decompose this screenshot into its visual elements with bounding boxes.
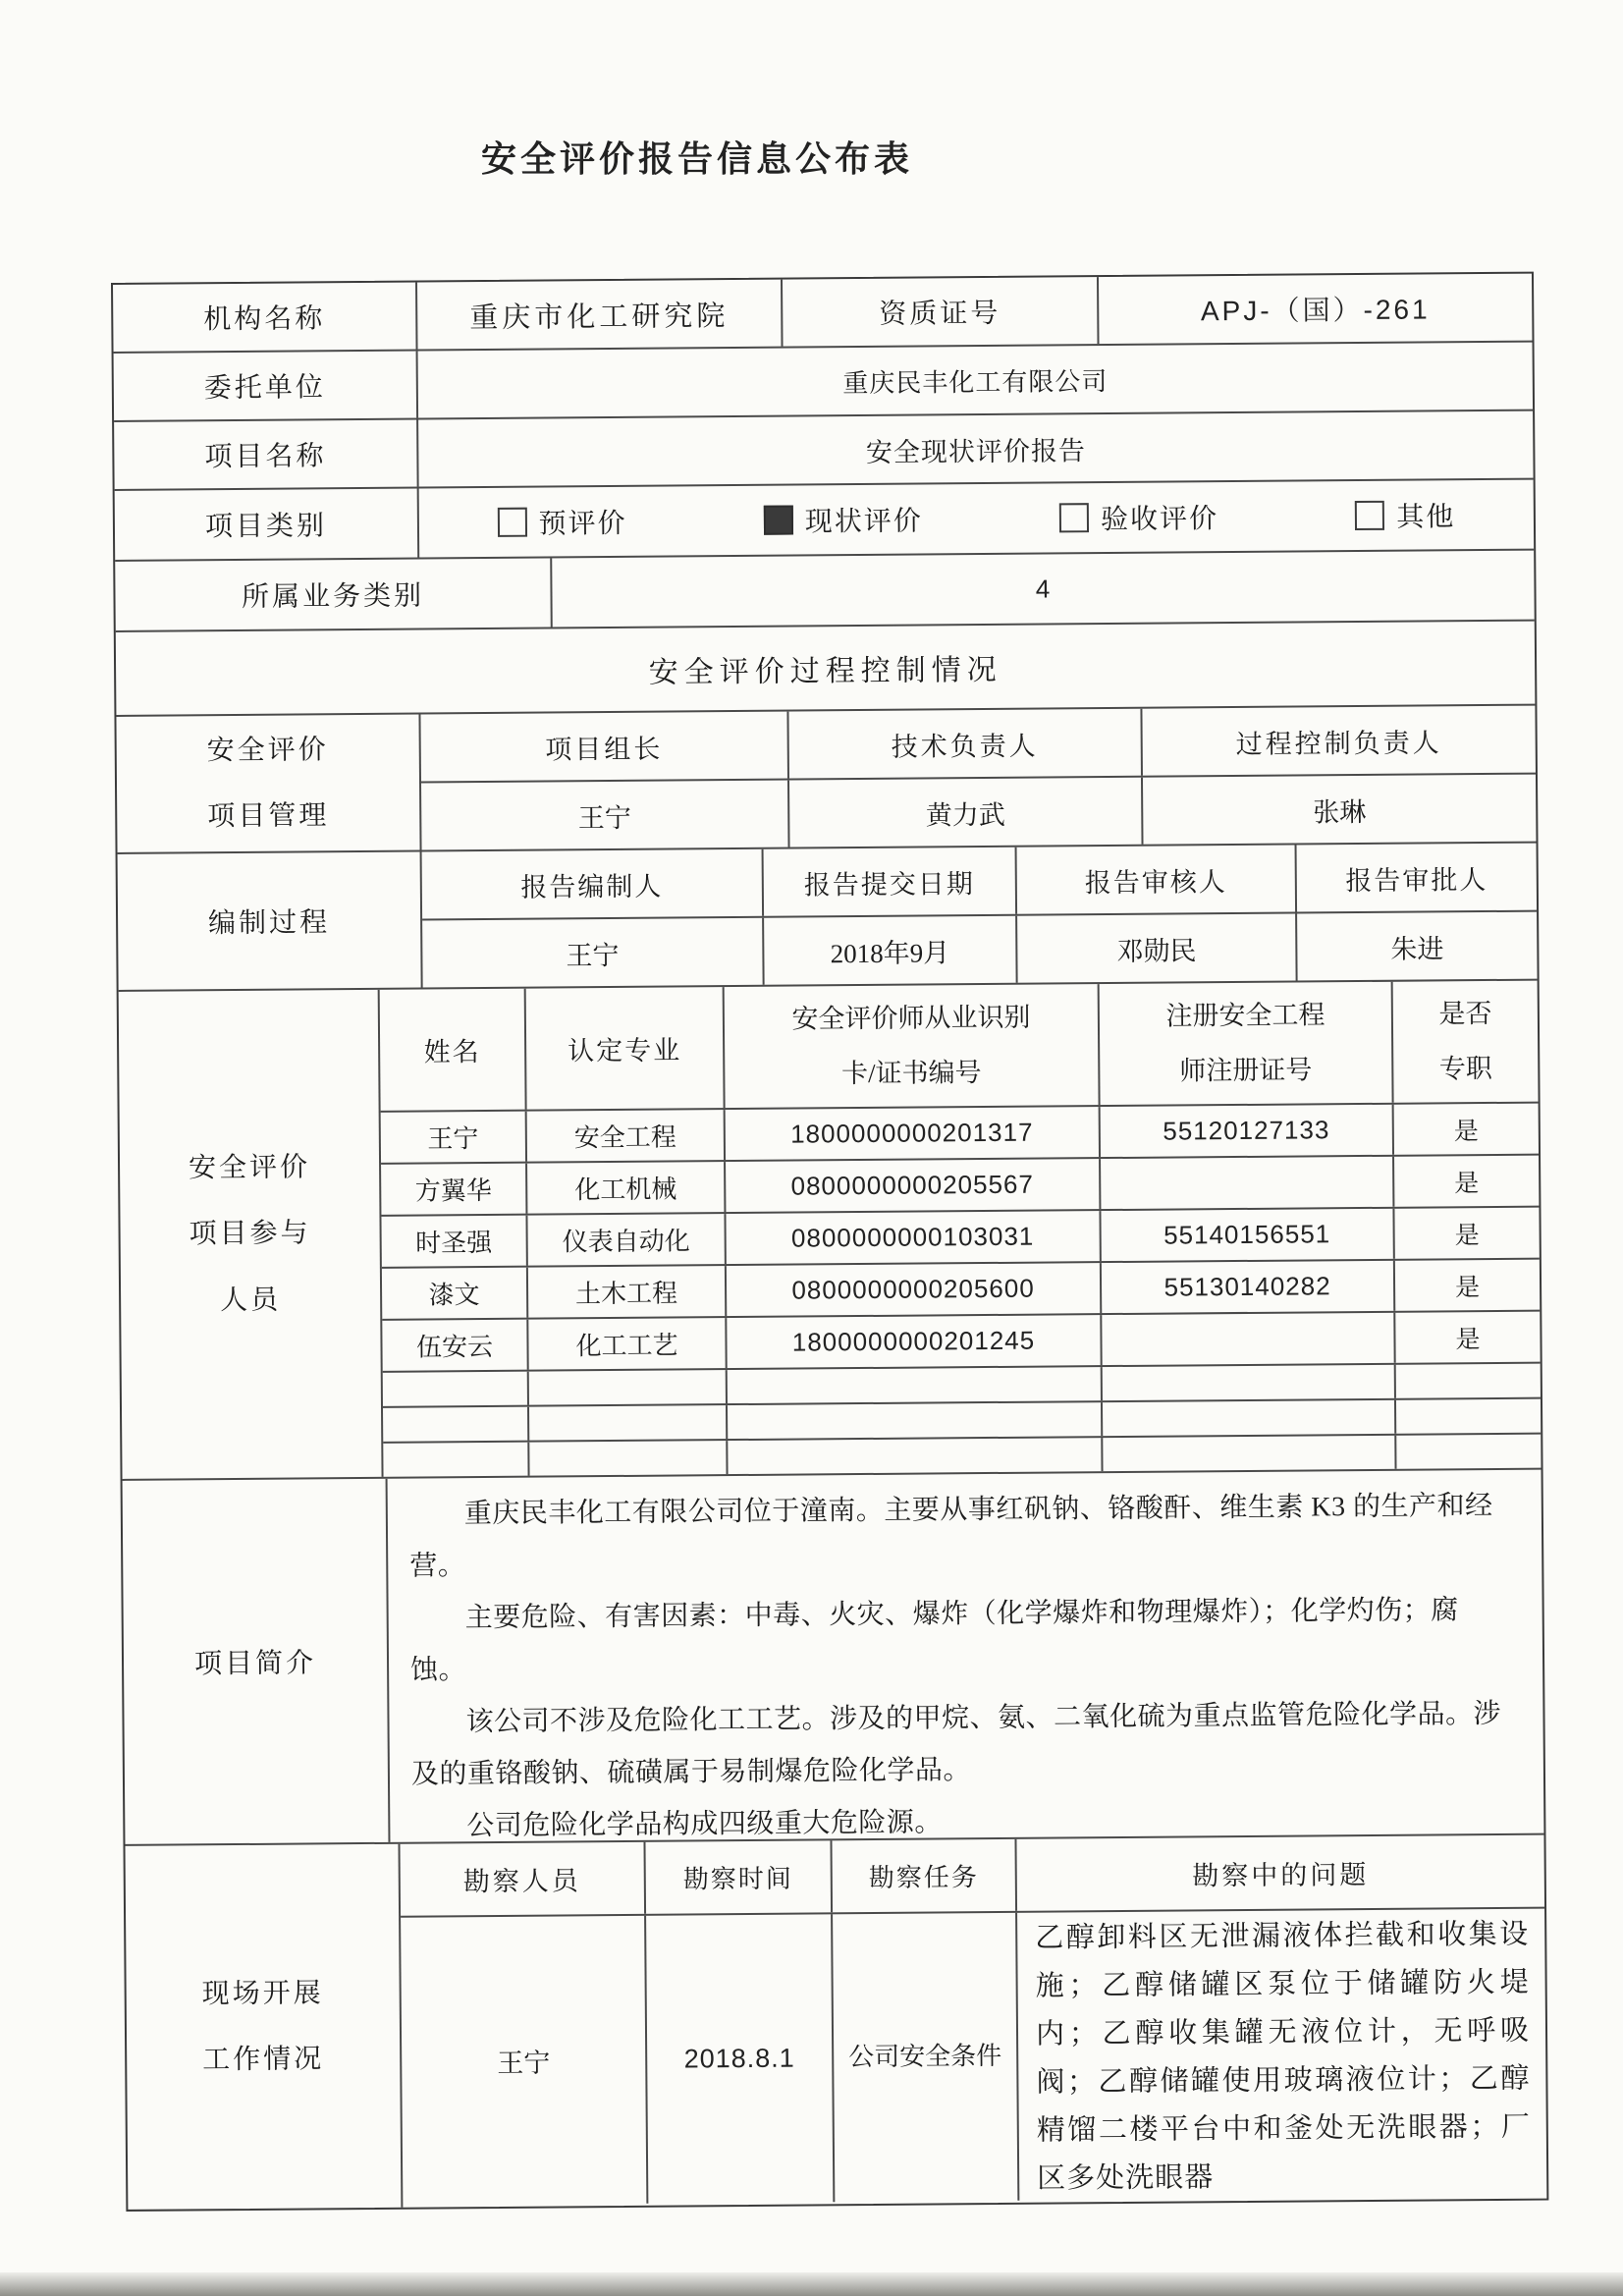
category-option-current xyxy=(764,500,923,540)
survey-task-header: 勘察任务 xyxy=(832,1839,1017,1912)
business-category-label: 所属业务类别 xyxy=(115,558,553,629)
empty-cell xyxy=(1396,1435,1541,1469)
participant-card-no: 0800000000205600 xyxy=(727,1263,1102,1316)
participant-fulltime: 是 xyxy=(1455,1326,1481,1353)
participant-row xyxy=(382,1260,1540,1321)
category-option-label: 其他 xyxy=(1396,502,1456,533)
team-leader-value: 王宁 xyxy=(421,781,790,850)
empty-cell xyxy=(529,1370,728,1405)
card-no-header: 安全评价师从业识别 卡/证书编号 xyxy=(725,984,1101,1108)
cert-no-label: 资质证号 xyxy=(783,277,1100,347)
participant-major: 安全工程 xyxy=(527,1110,726,1162)
tech-lead-value: 黄力武 xyxy=(789,778,1144,847)
org-name-label: 机构名称 xyxy=(113,283,418,352)
survey-problems-value: 乙醇卸料区无泄漏液体拦截和收集设施；乙醇储罐区泵位于储罐防火堤内；乙醇收集罐无液位计，无呼吸阀；乙醇储罐使用玻璃液位计；乙醇精馏二楼平台中和釜处无洗眼器；厂区多处洗眼器 xyxy=(1035,1918,1531,2195)
project-intro-text xyxy=(388,1470,1544,1842)
compilation-block xyxy=(118,844,1538,992)
project-intro-label: 项目简介 xyxy=(123,1479,391,1844)
participant-fulltime: 是 xyxy=(1454,1222,1480,1249)
management-header-row xyxy=(420,706,1536,784)
process-lead-header: 过程控制负责人 xyxy=(1235,727,1442,759)
management-block xyxy=(116,706,1536,854)
category-option-label: 现状评价 xyxy=(804,506,923,538)
project-name-label: 项目名称 xyxy=(114,420,419,489)
intro-paragraph: 重庆民丰化工有限公司位于潼南。主要从事红矾钠、铬酸酐、维生素 K3 的生产和经营。 xyxy=(409,1490,1493,1582)
project-name-row xyxy=(114,411,1534,491)
site-work-value-row xyxy=(401,1909,1546,2206)
fulltime-header: 是否 专职 xyxy=(1438,999,1492,1083)
project-name-value: 安全现状评价报告 xyxy=(865,435,1086,467)
report-author-value: 王宁 xyxy=(422,918,765,988)
intro-paragraph: 该公司不涉及危险化工工艺。涉及的甲烷、氨、二氧化硫为重点监管危险化学品。涉及的重铬酸钠、硫磺属于易制爆危险化学品。 xyxy=(410,1698,1502,1790)
client-label: 委托单位 xyxy=(114,352,419,420)
participant-fulltime: 是 xyxy=(1453,1118,1479,1145)
site-work-block xyxy=(126,1835,1547,2210)
empty-cell xyxy=(728,1438,1103,1474)
reg-no-header: 注册安全工程 师注册证号 xyxy=(1100,982,1394,1105)
empty-cell xyxy=(529,1441,728,1476)
survey-task-value: 公司安全条件 xyxy=(833,1913,1019,2202)
participant-name: 伍安云 xyxy=(382,1320,528,1371)
org-cert-row xyxy=(113,274,1533,354)
participant-reg-no: 55140156551 xyxy=(1101,1209,1394,1261)
participant-row xyxy=(381,1104,1539,1165)
checkbox-unchecked-icon xyxy=(497,508,526,537)
report-reviewer-value: 邓勋民 xyxy=(1017,914,1298,983)
participant-name: 时圣强 xyxy=(381,1216,527,1267)
survey-person-value: 王宁 xyxy=(401,1916,648,2206)
category-option-acceptance xyxy=(1059,497,1218,537)
participant-fulltime: 是 xyxy=(1454,1274,1481,1301)
participant-card-no: 1800000000201317 xyxy=(726,1107,1101,1160)
participants-header-row xyxy=(380,981,1539,1113)
empty-cell xyxy=(383,1443,529,1477)
empty-cell xyxy=(1396,1364,1541,1398)
report-info-table xyxy=(111,272,1548,2212)
team-leader-header: 项目组长 xyxy=(420,712,789,782)
project-category-options xyxy=(419,480,1535,558)
project-intro-block xyxy=(123,1470,1544,1846)
compilation-label: 编制过程 xyxy=(118,852,423,990)
page-title: 安全评价报告信息公布表 xyxy=(480,139,913,179)
survey-person-header: 勘察人员 xyxy=(400,1842,646,1916)
report-author-header: 报告编制人 xyxy=(422,849,765,919)
participant-card-no: 1800000000201245 xyxy=(727,1315,1102,1368)
participant-name: 方翼华 xyxy=(381,1164,527,1215)
org-name-value: 重庆市化工研究院 xyxy=(417,280,784,350)
process-control-title: 安全评价过程控制情况 xyxy=(648,653,1002,689)
participant-row xyxy=(382,1312,1540,1373)
business-category-value: 4 xyxy=(1035,573,1052,604)
intro-paragraph: 公司危险化学品构成四级重大危险源。 xyxy=(466,1807,943,1842)
empty-cell xyxy=(1103,1365,1396,1400)
name-header: 姓名 xyxy=(380,989,527,1111)
participant-reg-no xyxy=(1102,1313,1395,1365)
participant-major: 土木工程 xyxy=(528,1266,727,1318)
participant-name: 漆文 xyxy=(382,1268,528,1319)
business-category-row xyxy=(115,551,1535,632)
site-work-header-row xyxy=(400,1835,1544,1918)
empty-cell xyxy=(728,1402,1103,1439)
empty-cell xyxy=(1103,1400,1396,1436)
participant-reg-no xyxy=(1101,1157,1394,1209)
participant-reg-no: 55130140282 xyxy=(1102,1261,1395,1313)
empty-cell xyxy=(1396,1399,1541,1434)
report-reviewer-header: 报告审核人 xyxy=(1017,846,1298,914)
empty-cell xyxy=(728,1367,1103,1403)
category-option-label: 预评价 xyxy=(538,508,627,540)
participant-fulltime: 是 xyxy=(1454,1170,1480,1197)
project-category-row xyxy=(115,480,1535,562)
management-value-row xyxy=(421,775,1536,850)
participant-card-no: 0800000000205567 xyxy=(726,1159,1101,1212)
participant-reg-no: 55120127133 xyxy=(1101,1105,1394,1157)
participant-row xyxy=(381,1156,1539,1217)
client-value: 重庆民丰化工有限公司 xyxy=(842,366,1109,398)
scanner-edge-shadow xyxy=(0,2272,1623,2296)
participant-major: 化工机械 xyxy=(527,1162,726,1214)
category-option-label: 验收评价 xyxy=(1100,504,1219,536)
compilation-value-row xyxy=(422,912,1537,988)
empty-cell xyxy=(529,1405,728,1441)
major-header: 认定专业 xyxy=(526,987,726,1110)
empty-cell xyxy=(383,1407,529,1442)
compilation-header-row xyxy=(422,844,1538,921)
participant-card-no: 0800000000103031 xyxy=(726,1211,1101,1264)
intro-paragraph: 主要危险、有害因素：中毒、火灾、爆炸（化学爆炸和物理爆炸）；化学灼伤；腐蚀。 xyxy=(409,1595,1459,1686)
checkbox-unchecked-icon xyxy=(1355,501,1384,530)
checkbox-checked-icon xyxy=(764,506,793,535)
participant-major: 仪表自动化 xyxy=(527,1214,726,1266)
category-option-pre xyxy=(497,502,626,542)
participants-block xyxy=(119,981,1542,1481)
participant-major: 化工工艺 xyxy=(528,1318,727,1370)
project-category-label: 项目类别 xyxy=(115,489,420,560)
category-option-other xyxy=(1355,495,1455,535)
survey-time-value: 2018.8.1 xyxy=(646,1914,835,2203)
report-date-header: 报告提交日期 xyxy=(764,847,1018,916)
tech-lead-header: 技术负责人 xyxy=(788,709,1143,779)
report-approver-value: 朱进 xyxy=(1390,933,1444,964)
management-label: 安全评价 项目管理 xyxy=(116,715,421,852)
report-approver-header: 报告审批人 xyxy=(1345,864,1488,896)
process-lead-value: 张琳 xyxy=(1313,796,1367,827)
empty-cell xyxy=(1103,1436,1396,1471)
process-control-banner xyxy=(116,622,1536,717)
site-work-label: 现场开展 工作情况 xyxy=(126,1844,404,2210)
cert-no-value: APJ-（国）-261 xyxy=(1200,294,1431,327)
report-date-value: 2018年9月 xyxy=(764,916,1018,985)
participant-row xyxy=(381,1208,1539,1269)
participant-name: 王宁 xyxy=(381,1112,527,1163)
checkbox-unchecked-icon xyxy=(1059,503,1089,532)
survey-time-header: 勘察时间 xyxy=(645,1840,833,1913)
empty-cell xyxy=(383,1372,529,1406)
survey-problems-header: 勘察中的问题 xyxy=(1192,1859,1370,1891)
participants-label: 安全评价 项目参与 人员 xyxy=(119,990,384,1479)
client-row xyxy=(114,343,1534,422)
